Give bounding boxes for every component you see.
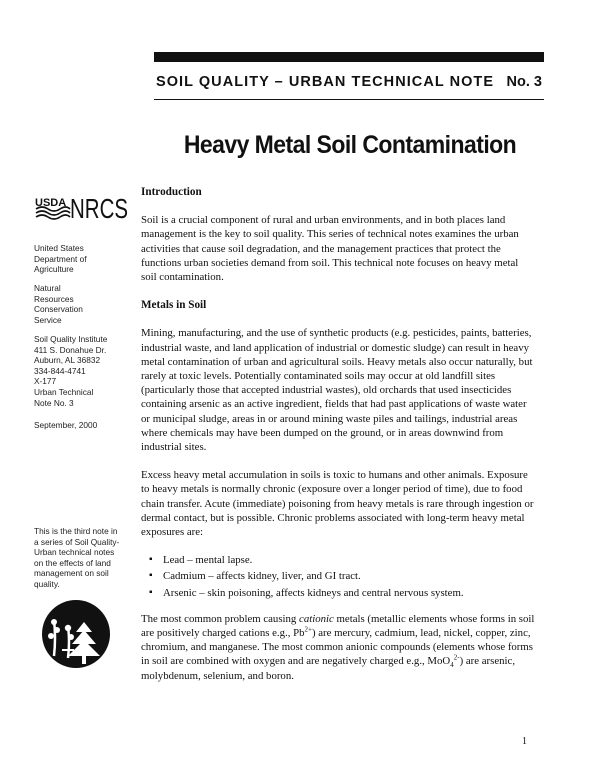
list-item: ▪ Arsenic – skin poisoning, affects kidneys and central nervous system.: [163, 586, 536, 600]
mo-subscript: 4: [450, 661, 454, 670]
sidebar-line: management on soil: [34, 568, 109, 579]
header-bar: [154, 52, 544, 62]
soil-quality-emblem: [40, 598, 112, 670]
sidebar-line: Conservation: [34, 304, 83, 315]
intro-heading: Introduction: [141, 186, 202, 198]
sidebar-line: Resources: [34, 293, 74, 304]
agency-nrcs: [34, 283, 130, 325]
logo-nrcs: NRCS: [70, 193, 128, 224]
p3-text-b: metals (metallic elements whose forms in soil are positively charged cations e.g., Pb: [141, 612, 535, 640]
sidebar-line: X-177: [34, 376, 57, 387]
sidebar-line: Department of: [34, 253, 87, 264]
logo-usda: USDA: [35, 197, 67, 209]
page-title: Heavy Metal Soil Contamination: [183, 131, 517, 159]
sidebar-line: Natural: [34, 283, 61, 293]
sidebar-line: Agriculture: [34, 264, 74, 275]
p3-text-a: The most common problem causing: [141, 612, 300, 625]
intro-paragraph: Soil is a crucial component of rural and urban environments, and in both places land management is the key to soil quality. This series of technical notes examines the urban activities that cause soil degradation, and the management practices that protect the functions urban societies demand from soil. This technical note focuses on heavy metal soil contamination.: [141, 214, 519, 284]
sidebar-line: a series of Soil Quality-: [34, 536, 120, 547]
sidebar-line: quality.: [34, 578, 60, 589]
series-note: [34, 526, 130, 590]
pb-charge: 2+: [304, 625, 312, 634]
sidebar-line: 334-844-4741: [34, 365, 86, 376]
sidebar-line: Urban technical notes: [34, 547, 115, 558]
metals-heading: Metals in Soil: [141, 299, 207, 312]
header-rule: [154, 99, 544, 100]
publication-date: [34, 420, 130, 431]
sidebar-line: 411 S. Donahue Dr.: [34, 344, 107, 355]
metals-paragraph-2: Excess heavy metal accumulation in soils is toxic to humans and other animals. Exposure to heavy metals is normally chronic (exposure over a longer period of time), due to food chain transfer. Acute (immediate) poisoning from heavy metals is rare through ingestion or dermal contact, but is possible. Chronic problems associated with long-term heavy metal exposures are:: [141, 469, 534, 539]
sidebar-line: This is the third note in: [34, 526, 118, 536]
sidebar-date: September, 2000: [34, 420, 98, 430]
list-item: ▪ Lead – mental lapse.: [163, 553, 536, 567]
agency-usda: [34, 243, 130, 275]
sidebar-line: Urban Technical: [34, 386, 94, 397]
series-title: SOIL QUALITY – URBAN TECHNICAL NOTE: [156, 74, 495, 90]
institute-address: [34, 334, 130, 408]
sidebar-line: Service: [34, 314, 62, 325]
mo-charge: 2-: [453, 653, 460, 662]
p3-text-c: ) are mercury, cadmium, lead, nickel, copper, zinc, chromium, and manganese. The most common anionic compounds (elements whose forms in soil are combined with oxygen and are negatively charged e.g., MoO: [141, 627, 534, 668]
usda-nrcs-logo: [34, 188, 130, 224]
metals-paragraph-3: [141, 612, 536, 683]
main-content: [141, 185, 536, 697]
page-number: 1: [522, 736, 527, 747]
sidebar-line: Soil Quality Institute: [34, 334, 108, 344]
sidebar-line: on the effects of land: [34, 557, 111, 568]
metals-paragraph-1: Mining, manufacturing, and the use of synthetic products (e.g. pesticides, paints, batteries, industrial waste, and land application of industrial or domestic sludge) can result in heavy metal contamination of urban and agricultural soils. Heavy metals also occur naturally, but rarely at toxic levels. Potentially contaminated soils may occur at old landfill sites (particularly those that accepted industrial wastes), old orchards that used insecticides containing arsenic as an active ingredient, fields that had past applications of waste water or municipal sludge, areas in or around mining waste piles and tailings, industrial areas where chemicals may have been dumped on the ground, or in areas downwind from industrial sites.: [141, 327, 533, 454]
note-number: No. 3: [506, 74, 542, 90]
list-item: ▪ Cadmium – affects kidney, liver, and GI tract.: [163, 569, 536, 583]
sidebar-line: United States: [34, 243, 84, 253]
sidebar-line: Note No. 3: [34, 397, 74, 408]
p3-text-d: ) are arsenic, molybdenum, selenium, and boron.: [141, 655, 516, 682]
sidebar-line: Auburn, AL 36832: [34, 355, 101, 366]
exposure-list: [141, 553, 536, 600]
cationic-term: cationic: [299, 612, 334, 625]
